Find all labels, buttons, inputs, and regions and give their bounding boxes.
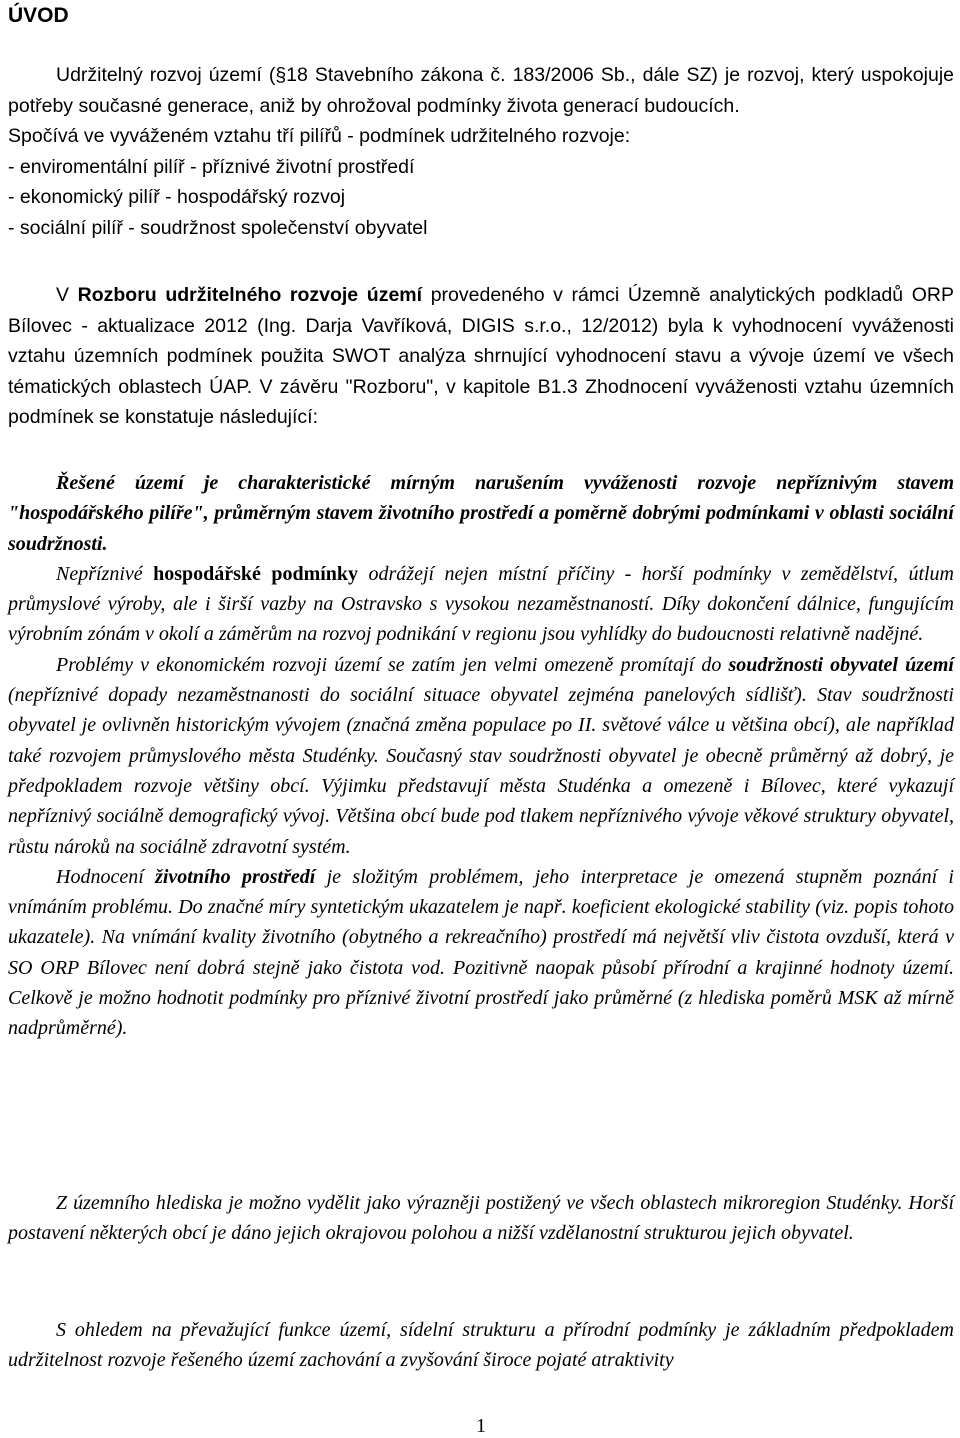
rozbor-title: Rozboru udržitelného rozvoje území <box>77 284 423 306</box>
pillar-social: - sociální pilíř - soudržnost společenství obyvatel <box>8 216 428 239</box>
environment-highlight: životního prostředí <box>155 865 316 888</box>
evaluation-section <box>8 468 954 1044</box>
environment-paragraph <box>8 862 954 1044</box>
environment-text-a: Hodnocení <box>56 865 156 888</box>
studenky-section <box>8 1188 954 1249</box>
pillars-intro: Spočívá ve vyváženém vztahu tří pilířů - podmínek udržitelného rozvoje: <box>8 125 631 147</box>
heading: ÚVOD <box>8 4 69 27</box>
rozbor-paragraph <box>8 280 954 433</box>
closing-section <box>8 1315 954 1376</box>
intro-section <box>8 60 954 243</box>
environment-text-c: je složitým problémem, jeho interpretace je omezená stupněm poznání i vnímáním problému. Do značné míry syntetickým ukazatelem je např. koeficient ekologické stability (viz. popis tohoto ukazatele). Na vnímání kvality životního (obytného a rekreačního) prostředí má největší vliv čistota ovzduší, která v SO ORP Bílovec není dobrá stejně jako čistota vod. Pozitivně naopak působí přírodní a krajinné hodnoty území. Celkově je možno hodnotit podmínky pro příznivé životní prostředí jako průměrné (z hlediska poměrů MSK až mírně nadprůměrné). <box>8 865 954 1040</box>
cohesion-highlight: soudržnosti obyvatel území <box>728 653 954 676</box>
economic-text-c: odrážejí nejen místní příčiny - horší podmínky v zemědělství, útlum průmyslové výroby, ale i širší vazby na Ostravsko s vysokou nezaměstnaností. Díky dokončení dálnice, fungujícím výrobním zónám v okolí a záměrům na rozvoj podnikání v regionu jsou vyhlídky do budoucnosti relativně nadějné. <box>8 562 954 646</box>
rozbor-section <box>8 280 954 433</box>
closing-paragraph: S ohledem na převažující funkce území, sídelní strukturu a přírodní podmínky je základním předpokladem udržitelnost rozvoje řešeného území zachování a zvyšování široce pojaté atraktivity <box>8 1319 954 1372</box>
page-number: 1 <box>476 1415 486 1437</box>
pillar-economic: - ekonomický pilíř - hospodářský rozvoj <box>8 186 346 208</box>
economic-text-a: Nepříznivé <box>56 562 154 585</box>
economic-highlight: hospodářské podmínky <box>153 562 359 585</box>
studenky-paragraph: Z územního hlediska je možno vydělit jako výrazněji postižený ve všech oblastech mikroregion Studénky. Horší postavení některých obcí je dáno jejich okrajovou polohou a nižší vzdělanostní strukturou jejich obyvatel. <box>8 1192 954 1245</box>
summary-paragraph: Řešené území je charakteristické mírným narušením vyváženosti rozvoje nepříznivým stavem "hospodářského pilíře", průměrným stavem životního prostředí a poměrně dobrými podmínkami v oblasti sociální soudržnosti. <box>8 472 954 555</box>
cohesion-paragraph <box>8 650 954 862</box>
rozbor-text-a: V <box>56 284 78 306</box>
intro-paragraph: Udržitelný rozvoj území (§18 Stavebního zákona č. 183/2006 Sb., dále SZ) je rozvoj, který uspokojuje potřeby současné generace, aniž by ohrožoval podmínky života generací budoucích. <box>8 64 954 117</box>
economic-paragraph <box>8 559 954 650</box>
cohesion-text-c: (nepříznivé dopady nezaměstnanosti do sociální situace obyvatel zejména panelových sídlišť). Stav soudržnosti obyvatel je ovlivněn historickým vývojem (značná změna populace po II. světové válce u většina obcí), ale například také rozvojem průmyslového města Studénky. Současný stav soudržnosti obyvatel je obecně průměrný až dobrý, je předpokladem rozvoje většiny obcí. Výjimku představují města Studénka a omezeně i Bílovec, které vykazují nepříznivý sociálně demografický vývoj. Většina obcí bude pod tlakem nepříznivého vývoje věkové struktury obyvatel, růstu nároků na sociálně zdravotní systém. <box>8 684 954 858</box>
rozbor-text-c: provedeného v rámci Územně analytických podkladů ORP Bílovec - aktualizace 2012 (Ing. Darja Vavříková, DIGIS s.r.o., 12/2012) byla k vyhodnocení vyváženosti vztahu územních podmínek použita SWOT analýza shrnující vyhodnocení stavu a vývoje území ve všech tématických oblastech ÚAP. V závěru "Rozboru", v kapitole B1.3 Zhodnocení vyváženosti vztahu územních podmínek se konstatuje následující: <box>8 284 954 429</box>
cohesion-text-a: Problémy v ekonomickém rozvoji území se zatím jen velmi omezeně promítají do <box>56 653 729 676</box>
pillar-environmental: - enviromentální pilíř - příznivé životní prostředí <box>8 155 415 178</box>
